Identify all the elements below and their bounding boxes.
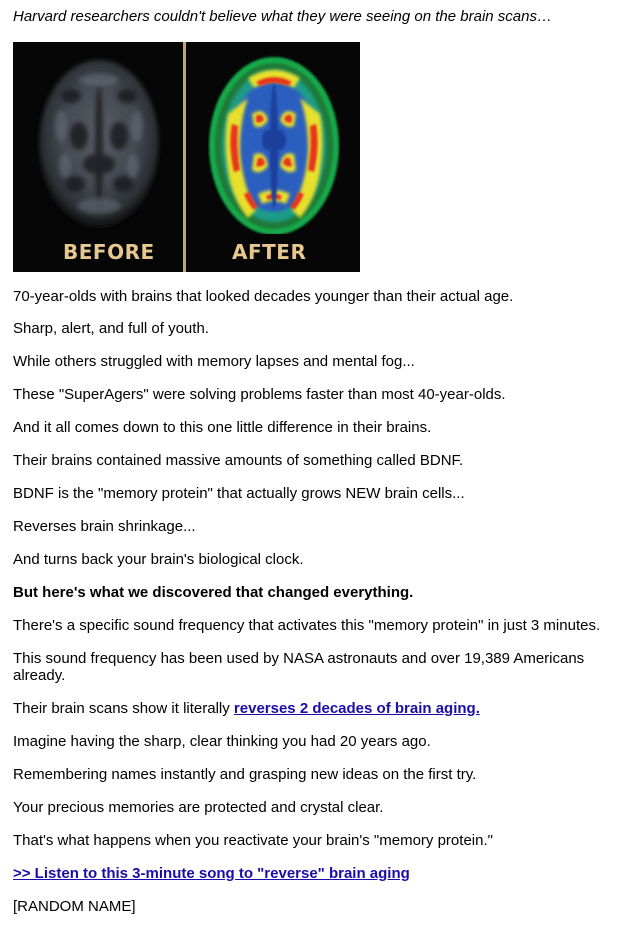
- paragraph: 70-year-olds with brains that looked decades younger than their actual age.: [13, 288, 514, 305]
- paragraph: Imagine having the sharp, clear thinking you had 20 years ago.: [13, 733, 431, 750]
- paragraph: That's what happens when you reactivate your brain's "memory protein.": [13, 832, 493, 849]
- email-body: [13, 0, 628, 915]
- brain-before-graphic: [35, 56, 163, 234]
- bold-heading-paragraph: But here's what we discovered that changed everything.: [13, 584, 414, 601]
- paragraph: Their brains contained massive amounts of something called BDNF.: [13, 452, 464, 469]
- paragraph: And turns back your brain's biological clock.: [13, 551, 304, 568]
- listen-song-link[interactable]: >> Listen to this 3-minute song to "reverse" brain aging: [13, 865, 410, 882]
- paragraph: Sharp, alert, and full of youth.: [13, 320, 209, 337]
- paragraph: While others struggled with memory lapses and mental fog...: [13, 353, 415, 370]
- cta-paragraph: [13, 865, 628, 882]
- before-label: BEFORE: [63, 240, 155, 264]
- paragraph: This sound frequency has been used by NASA astronauts and over 19,389 Americans already.: [13, 650, 585, 684]
- image-divider: [183, 42, 186, 272]
- paragraph-with-link: [13, 700, 628, 717]
- signature: [RANDOM NAME]: [13, 898, 136, 915]
- paragraph: There's a specific sound frequency that activates this "memory protein" in just 3 minutes.: [13, 617, 601, 634]
- paragraph: Your precious memories are protected and crystal clear.: [13, 799, 384, 816]
- after-label: AFTER: [232, 240, 307, 264]
- reverse-aging-link[interactable]: reverses 2 decades of brain aging.: [233, 700, 480, 717]
- paragraph: Remembering names instantly and grasping new ideas on the first try.: [13, 766, 477, 783]
- brain-scan-image: [13, 42, 360, 272]
- paragraph: Reverses brain shrinkage...: [13, 518, 196, 535]
- paragraph-text: Their brain scans show it literally: [13, 700, 234, 717]
- paragraph: And it all comes down to this one little difference in their brains.: [13, 419, 432, 436]
- paragraph: These "SuperAgers" were solving problems faster than most 40-year-olds.: [13, 386, 506, 403]
- intro-line: Harvard researchers couldn't believe what they were seeing on the brain scans…: [13, 8, 552, 25]
- paragraph: BDNF is the "memory protein" that actually grows NEW brain cells...: [13, 485, 465, 502]
- brain-after-graphic: [208, 54, 340, 234]
